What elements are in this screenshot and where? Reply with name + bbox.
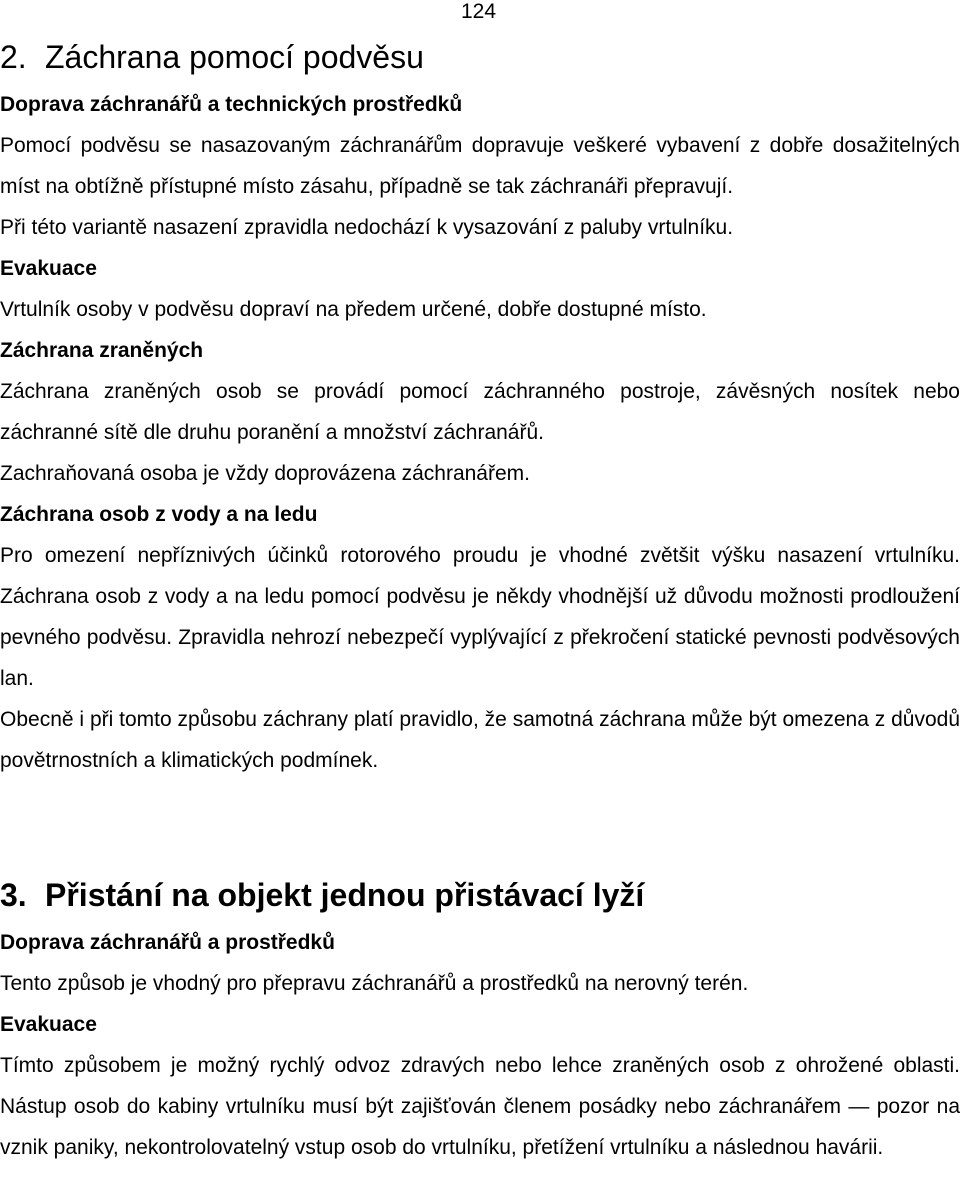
paragraph-injured: Záchrana zraněných osob se provádí pomocí záchranného postroje, závěsných nosítek nebo záchranné sítě dle druhu poranění a množství záchranářů. — [0, 380, 960, 444]
paragraph-water: Pro omezení nepříznivých účinků rotorového proudu je vhodné zvětšit výšku nasazení vrtulníku. Záchrana osob z vody a na ledu pomocí podvěsu je někdy vhodnější už důvodu možnosti prodloužení pevného podvěsu. Zpravidla nehrozí nebezpečí vyplývající z překročení statické pevnosti podvěsových lan. — [0, 544, 960, 690]
section-3-title — [0, 868, 960, 922]
section-2-number: 2. — [0, 39, 27, 75]
paragraph-injured-note: Zachraňovaná osoba je vždy doprovázena záchranářem. — [0, 462, 530, 485]
heading-evacuation-3: Evakuace — [0, 1013, 97, 1036]
section-3-number: 3. — [0, 877, 27, 913]
paragraph-transport: Pomocí podvěsu se nasazovaným záchranářům dopravuje veškeré vybavení z dobře dosažitelných míst na obtížně přístupné místo zásahu, případně se tak záchranáři přepravují. — [0, 134, 960, 198]
section-2 — [0, 30, 960, 781]
section-2-title-text: Záchrana pomocí podvěsu — [45, 39, 424, 75]
heading-transport: Doprava záchranářů a technických prostředků — [0, 93, 463, 116]
heading-water: Záchrana osob z vody a na ledu — [0, 503, 318, 526]
paragraph-evacuation: Vrtulník osoby v podvěsu dopraví na předem určené, dobře dostupné místo. — [0, 298, 707, 321]
heading-transport-3: Doprava záchranářů a prostředků — [0, 931, 335, 954]
paragraph-transport-note: Při této variantě nasazení zpravidla nedochází k vysazování z paluby vrtulníku. — [0, 216, 734, 239]
paragraph-evacuation-3: Tímto způsobem je možný rychlý odvoz zdravých nebo lehce zraněných osob z ohrožené oblasti. Nástup osob do kabiny vrtulníku musí být zajišťován členem posádky nebo záchranářem — pozor na vznik paniky, nekontrolovatelný vstup osob do vrtulníku, přetížení vrtulníku a následnou havárii. — [0, 1054, 960, 1159]
paragraph-general: Obecně i při tomto způsobu záchrany platí pravidlo, že samotná záchrana může být omezena z důvodů povětrnostních a klimatických podmínek. — [0, 708, 960, 772]
section-3 — [0, 868, 960, 1168]
heading-injured: Záchrana zraněných — [0, 339, 204, 362]
section-2-title — [0, 30, 960, 84]
heading-evacuation: Evakuace — [0, 257, 97, 280]
section-3-title-text: Přistání na objekt jednou přistávací lyží — [45, 877, 645, 913]
paragraph-transport-3: Tento způsob je vhodný pro přepravu záchranářů a prostředků na nerovný terén. — [0, 972, 749, 995]
page-number: 124 — [461, 0, 497, 23]
